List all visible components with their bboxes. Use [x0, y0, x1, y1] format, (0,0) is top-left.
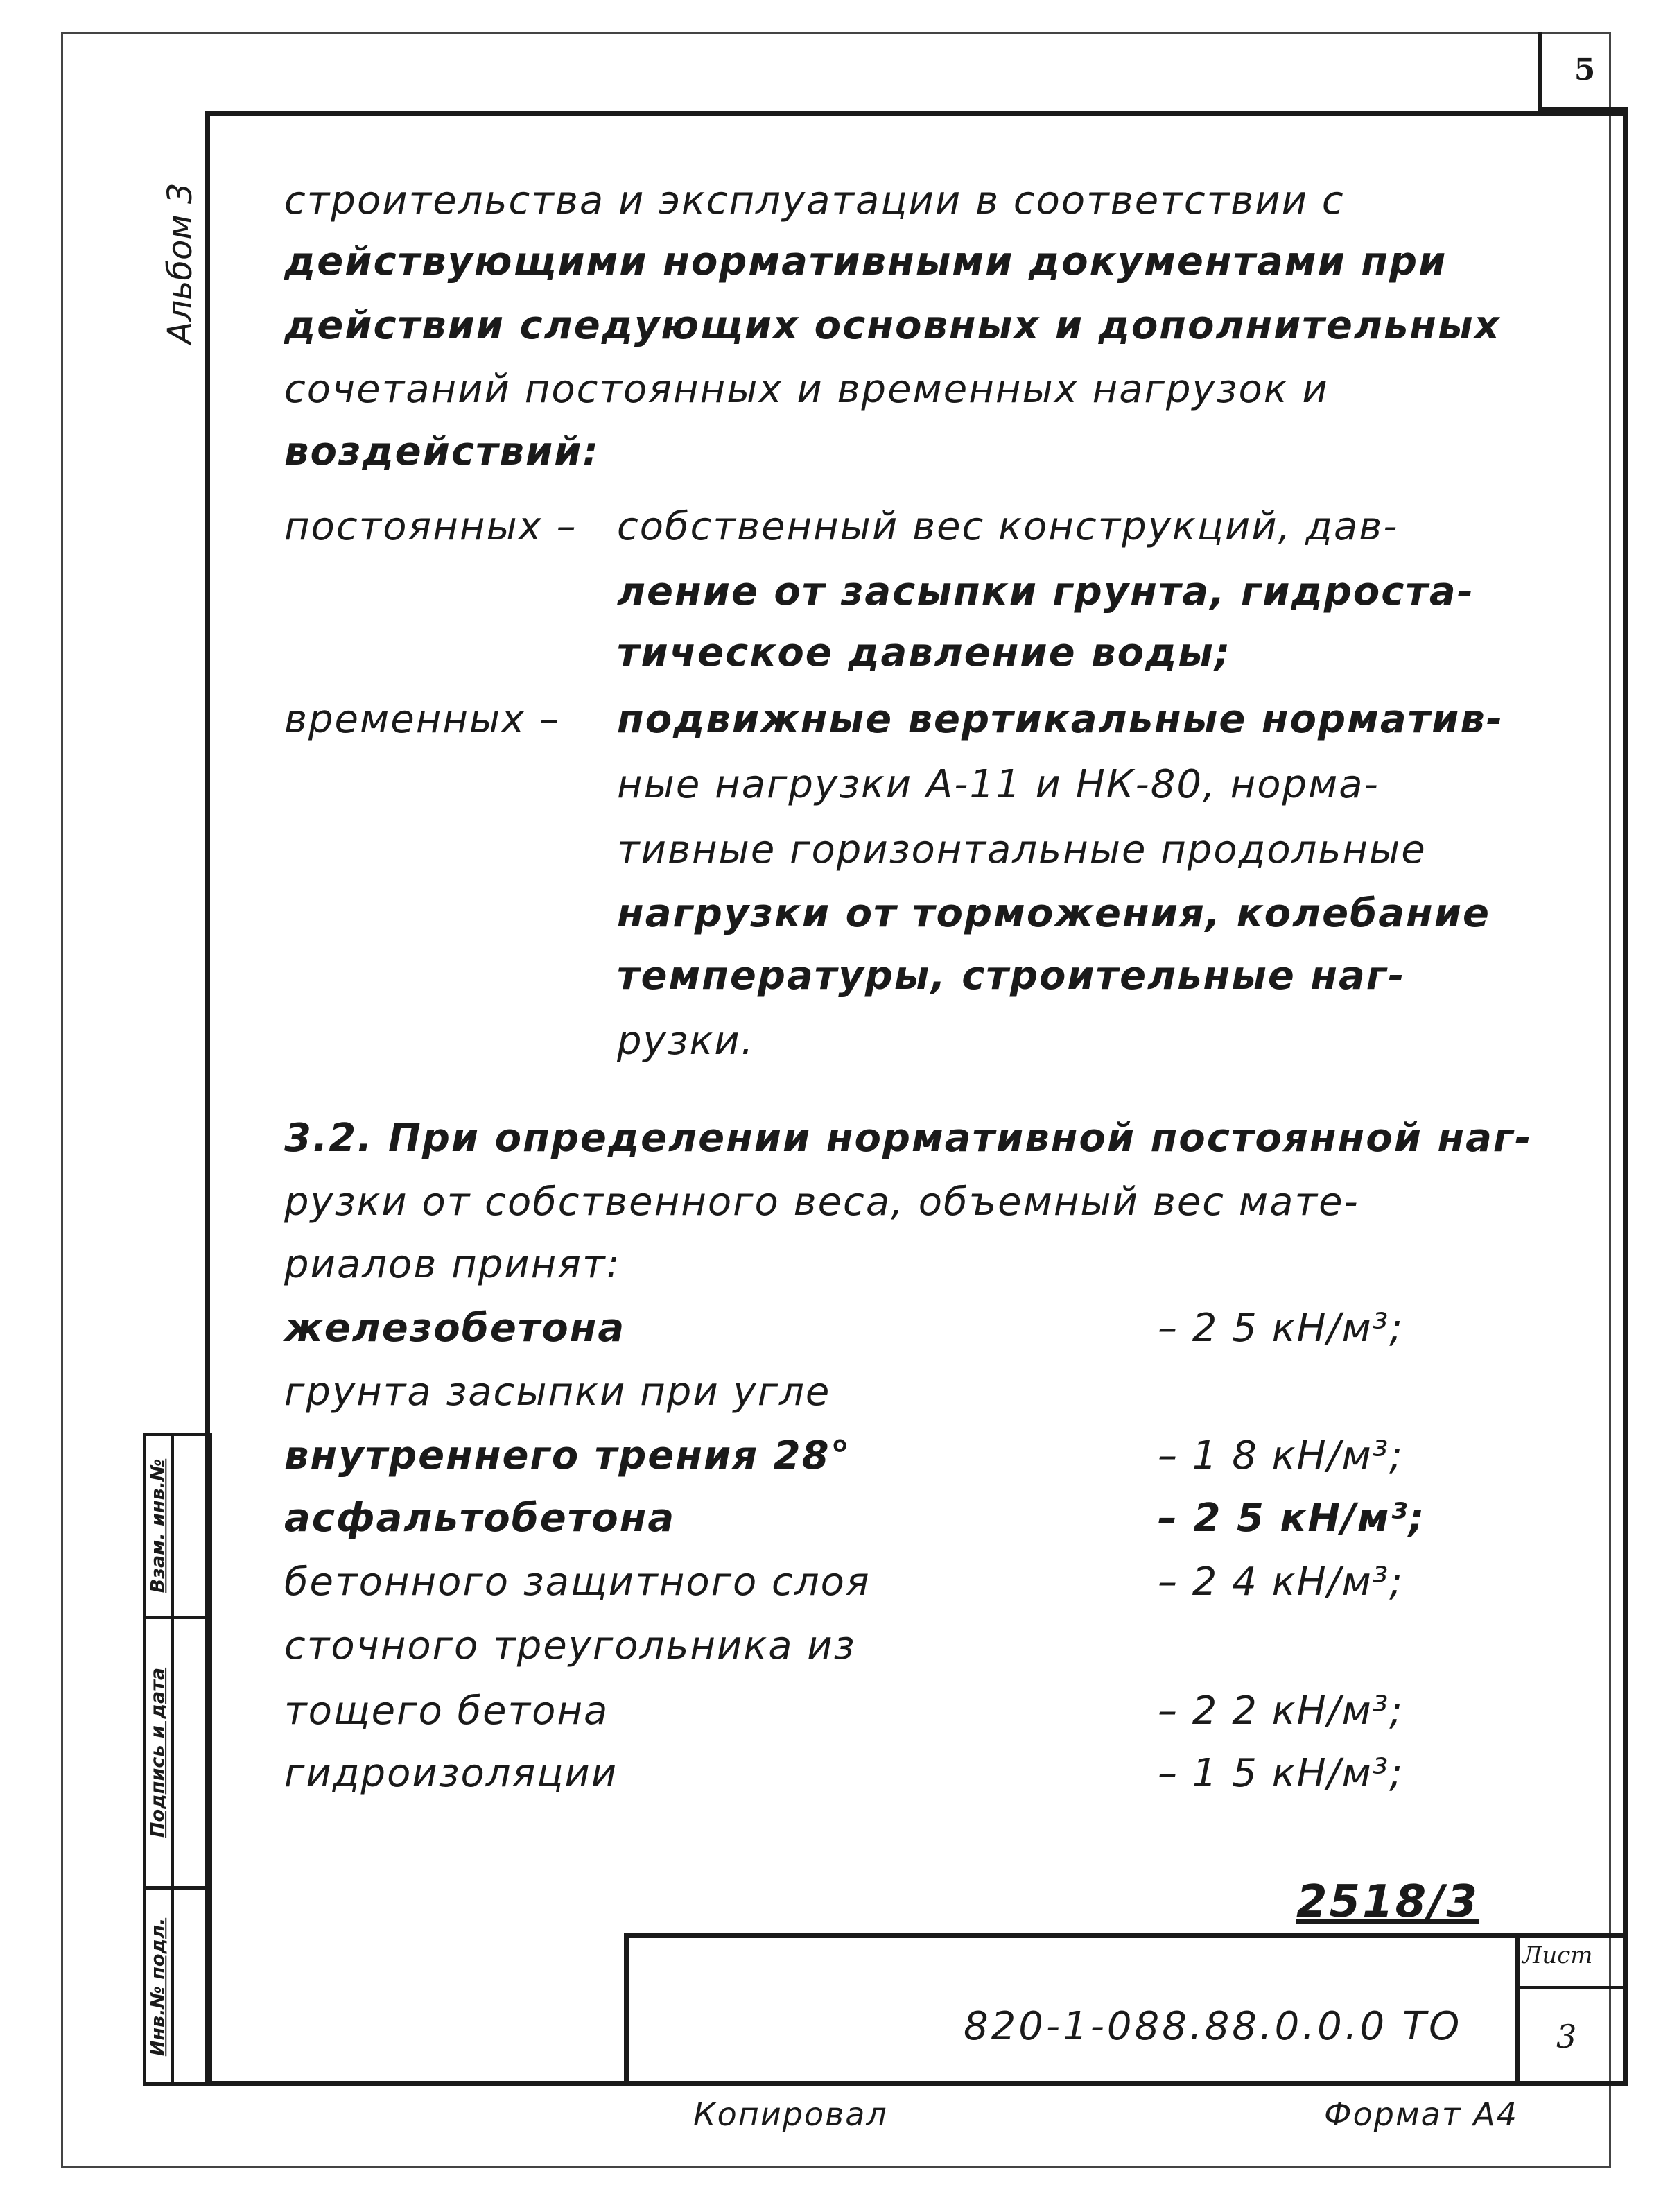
- text-line: собственный вес конструкций, дав-: [617, 504, 1399, 549]
- binding-cell-inv: [143, 1890, 173, 2084]
- text-line: рузки.: [617, 1019, 755, 1064]
- material-value: – 1 5 кН/м³;: [1158, 1751, 1404, 1796]
- page-number-box: [1538, 32, 1628, 111]
- text-line: температуры, строительные наг-: [617, 953, 1406, 999]
- inventory-number: 2518/3: [1296, 1876, 1480, 1928]
- material-name: тощего бетона: [284, 1688, 609, 1734]
- text-line: риалов принят:: [284, 1242, 621, 1287]
- material-name: внутреннего трения 28°: [284, 1433, 851, 1478]
- text-line: подвижные вертикальные норматив-: [617, 697, 1504, 742]
- material-value: – 2 2 кН/м³;: [1158, 1688, 1404, 1734]
- album-label: Альбом 3: [161, 182, 200, 345]
- permanent-term: постоянных –: [284, 504, 577, 549]
- title-block-list-divider: [1515, 1986, 1628, 1989]
- material-name: грунта засыпки при угле: [284, 1369, 831, 1415]
- material-value: – 2 5 кН/м³;: [1158, 1306, 1404, 1351]
- binding-podpis-data: Подпись и дата: [147, 1667, 169, 1838]
- list-label: Лист: [1522, 1942, 1593, 1969]
- material-name: гидроизоляции: [284, 1751, 618, 1796]
- text-line: нагрузки от торможения, колебание: [617, 891, 1490, 936]
- text-line: тивные горизонтальные продольные: [617, 827, 1427, 872]
- text-line: 3.2. При определении нормативной постоянной наг-: [284, 1116, 1533, 1161]
- material-name: бетонного защитного слоя: [284, 1559, 871, 1605]
- material-name: сточного треугольника из: [284, 1623, 856, 1668]
- text-line: строительства и эксплуатации в соответствии с: [284, 178, 1345, 223]
- document-code: 820-1-088.88.0.0.0 ТО: [964, 2004, 1463, 2049]
- text-line: ные нагрузки А-11 и НК-80, норма-: [617, 762, 1380, 807]
- text-line: действующими нормативными документами при: [284, 239, 1447, 284]
- text-line: действии следующих основных и дополнительных: [284, 303, 1501, 348]
- material-value: – 1 8 кН/м³;: [1158, 1433, 1404, 1478]
- footer-copied: Копировал: [693, 2096, 888, 2133]
- list-number: 3: [1556, 2018, 1577, 2055]
- binding-inv-podl: Инв.№ подл.: [147, 1917, 169, 2056]
- temporary-term: временных –: [284, 697, 561, 742]
- binding-cell-podpis: [143, 1619, 173, 1886]
- binding-vzam-inv: Взам. инв.№: [147, 1458, 169, 1593]
- material-value: – 2 4 кН/м³;: [1158, 1559, 1404, 1605]
- binding-cell-vzam: [143, 1435, 173, 1616]
- material-name: асфальтобетона: [284, 1496, 676, 1541]
- footer-format: Формат А4: [1324, 2096, 1518, 2133]
- text-line: сочетаний постоянных и временных нагрузок и: [284, 367, 1329, 412]
- page-number: 5: [1574, 51, 1596, 87]
- text-line: ление от засыпки грунта, гидроста-: [617, 569, 1474, 614]
- text-line: рузки от собственного веса, объемный вес мате-: [284, 1180, 1359, 1225]
- text-line: тическое давление воды;: [617, 630, 1232, 675]
- material-value: – 2 5 кН/м³;: [1158, 1496, 1426, 1541]
- material-name: железобетона: [284, 1306, 626, 1351]
- text-line: воздействий:: [284, 429, 600, 474]
